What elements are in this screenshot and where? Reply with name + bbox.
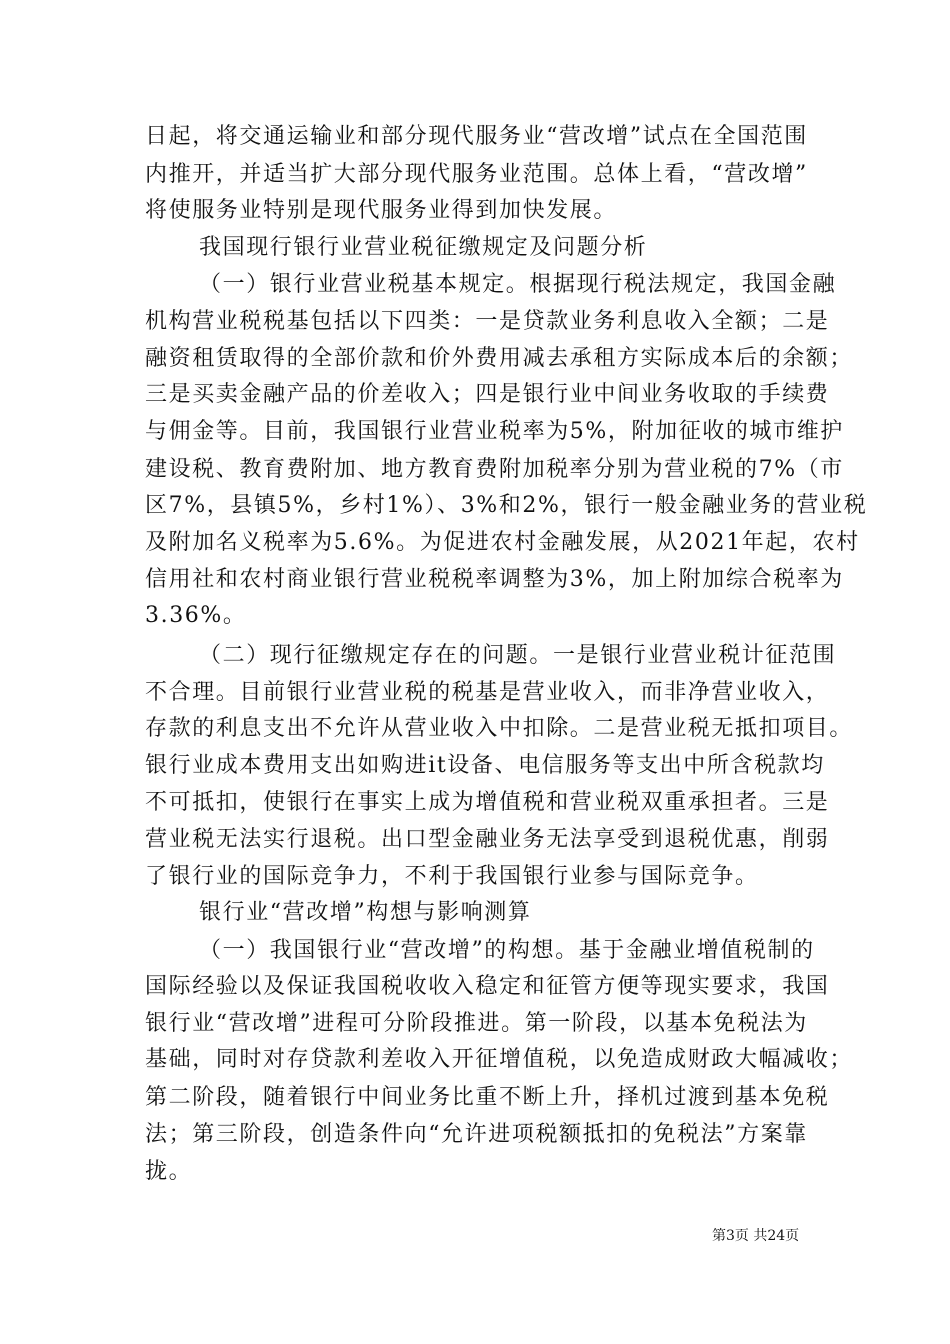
text-line: 内推开，并适当扩大部分现代服务业范围。总体上看，“营改增” [145, 162, 808, 187]
section-heading: 银行业“营改增”构想与影响测算 [199, 900, 532, 925]
text-line: 营业税无法实行退税。出口型金融业务无法享受到退税优惠，削弱 [145, 827, 830, 852]
text-line: 基础，同时对存贷款利差收入开征增值税，以免造成财政大幅减收； [145, 1047, 854, 1072]
text-line: 与佣金等。目前，我国银行业营业税率为5%，附加征收的城市维护 [145, 419, 844, 444]
page-number: 第3页 共24页 [712, 1228, 800, 1244]
text-line: 信用社和农村商业银行营业税税率调整为3%，加上附加综合税率为 [145, 567, 844, 592]
text-line: 银行业“营改增”进程可分阶段推进。第一阶段，以基本免税法为 [145, 1011, 808, 1036]
text-line: 拢。 [145, 1159, 193, 1184]
text-line: 三是买卖金融产品的价差收入；四是银行业中间业务收取的手续费 [145, 382, 830, 407]
text-line: 区7%，县镇5%，乡村1%）、3%和2%，银行一般金融业务的营业税 [145, 493, 868, 518]
text-line: 建设税、教育费附加、地方教育费附加税率分别为营业税的7%（市 [145, 457, 844, 482]
text-line: 机构营业税税基包括以下四类：一是贷款业务利息收入全额；二是 [145, 309, 830, 334]
text-line: 3.36%。 [145, 603, 247, 628]
section-heading: 我国现行银行业营业税征缴规定及问题分析 [199, 235, 648, 260]
text-line: 不可抵扣，使银行在事实上成为增值税和营业税双重承担者。三是 [145, 790, 830, 815]
text-line: 国际经验以及保证我国税收收入稳定和征管方便等现实要求，我国 [145, 974, 830, 999]
paragraph-start: （二）现行征缴规定存在的问题。一是银行业营业税计征范围 [199, 643, 837, 668]
text-line: 日起，将交通运输业和部分现代服务业“营改增”试点在全国范围 [145, 124, 808, 149]
paragraph-start: （一）银行业营业税基本规定。根据现行税法规定，我国金融 [199, 272, 837, 297]
text-line: 将使服务业特别是现代服务业得到加快发展。 [145, 198, 618, 223]
text-line: 法；第三阶段，创造条件向“允许进项税额抵扣的免税法”方案靠 [145, 1122, 808, 1147]
text-line: 银行业成本费用支出如购进it设备、电信服务等支出中所含税款均 [145, 753, 825, 778]
text-line: 了银行业的国际竞争力，不利于我国银行业参与国际竞争。 [145, 864, 759, 889]
text-line: 不合理。目前银行业营业税的税基是营业收入，而非净营业收入， [145, 680, 830, 705]
text-line: 及附加名义税率为5.6%。为促进农村金融发展，从2021年起，农村 [145, 530, 860, 555]
text-line: 存款的利息支出不允许从营业收入中扣除。二是营业税无抵扣项目。 [145, 716, 854, 741]
text-line: 融资租赁取得的全部价款和价外费用减去承租方实际成本后的余额； [145, 346, 854, 371]
text-line: 第二阶段，随着银行中间业务比重不断上升，择机过渡到基本免税 [145, 1085, 830, 1110]
paragraph-start: （一）我国银行业“营改增”的构想。基于金融业增值税制的 [199, 938, 815, 963]
